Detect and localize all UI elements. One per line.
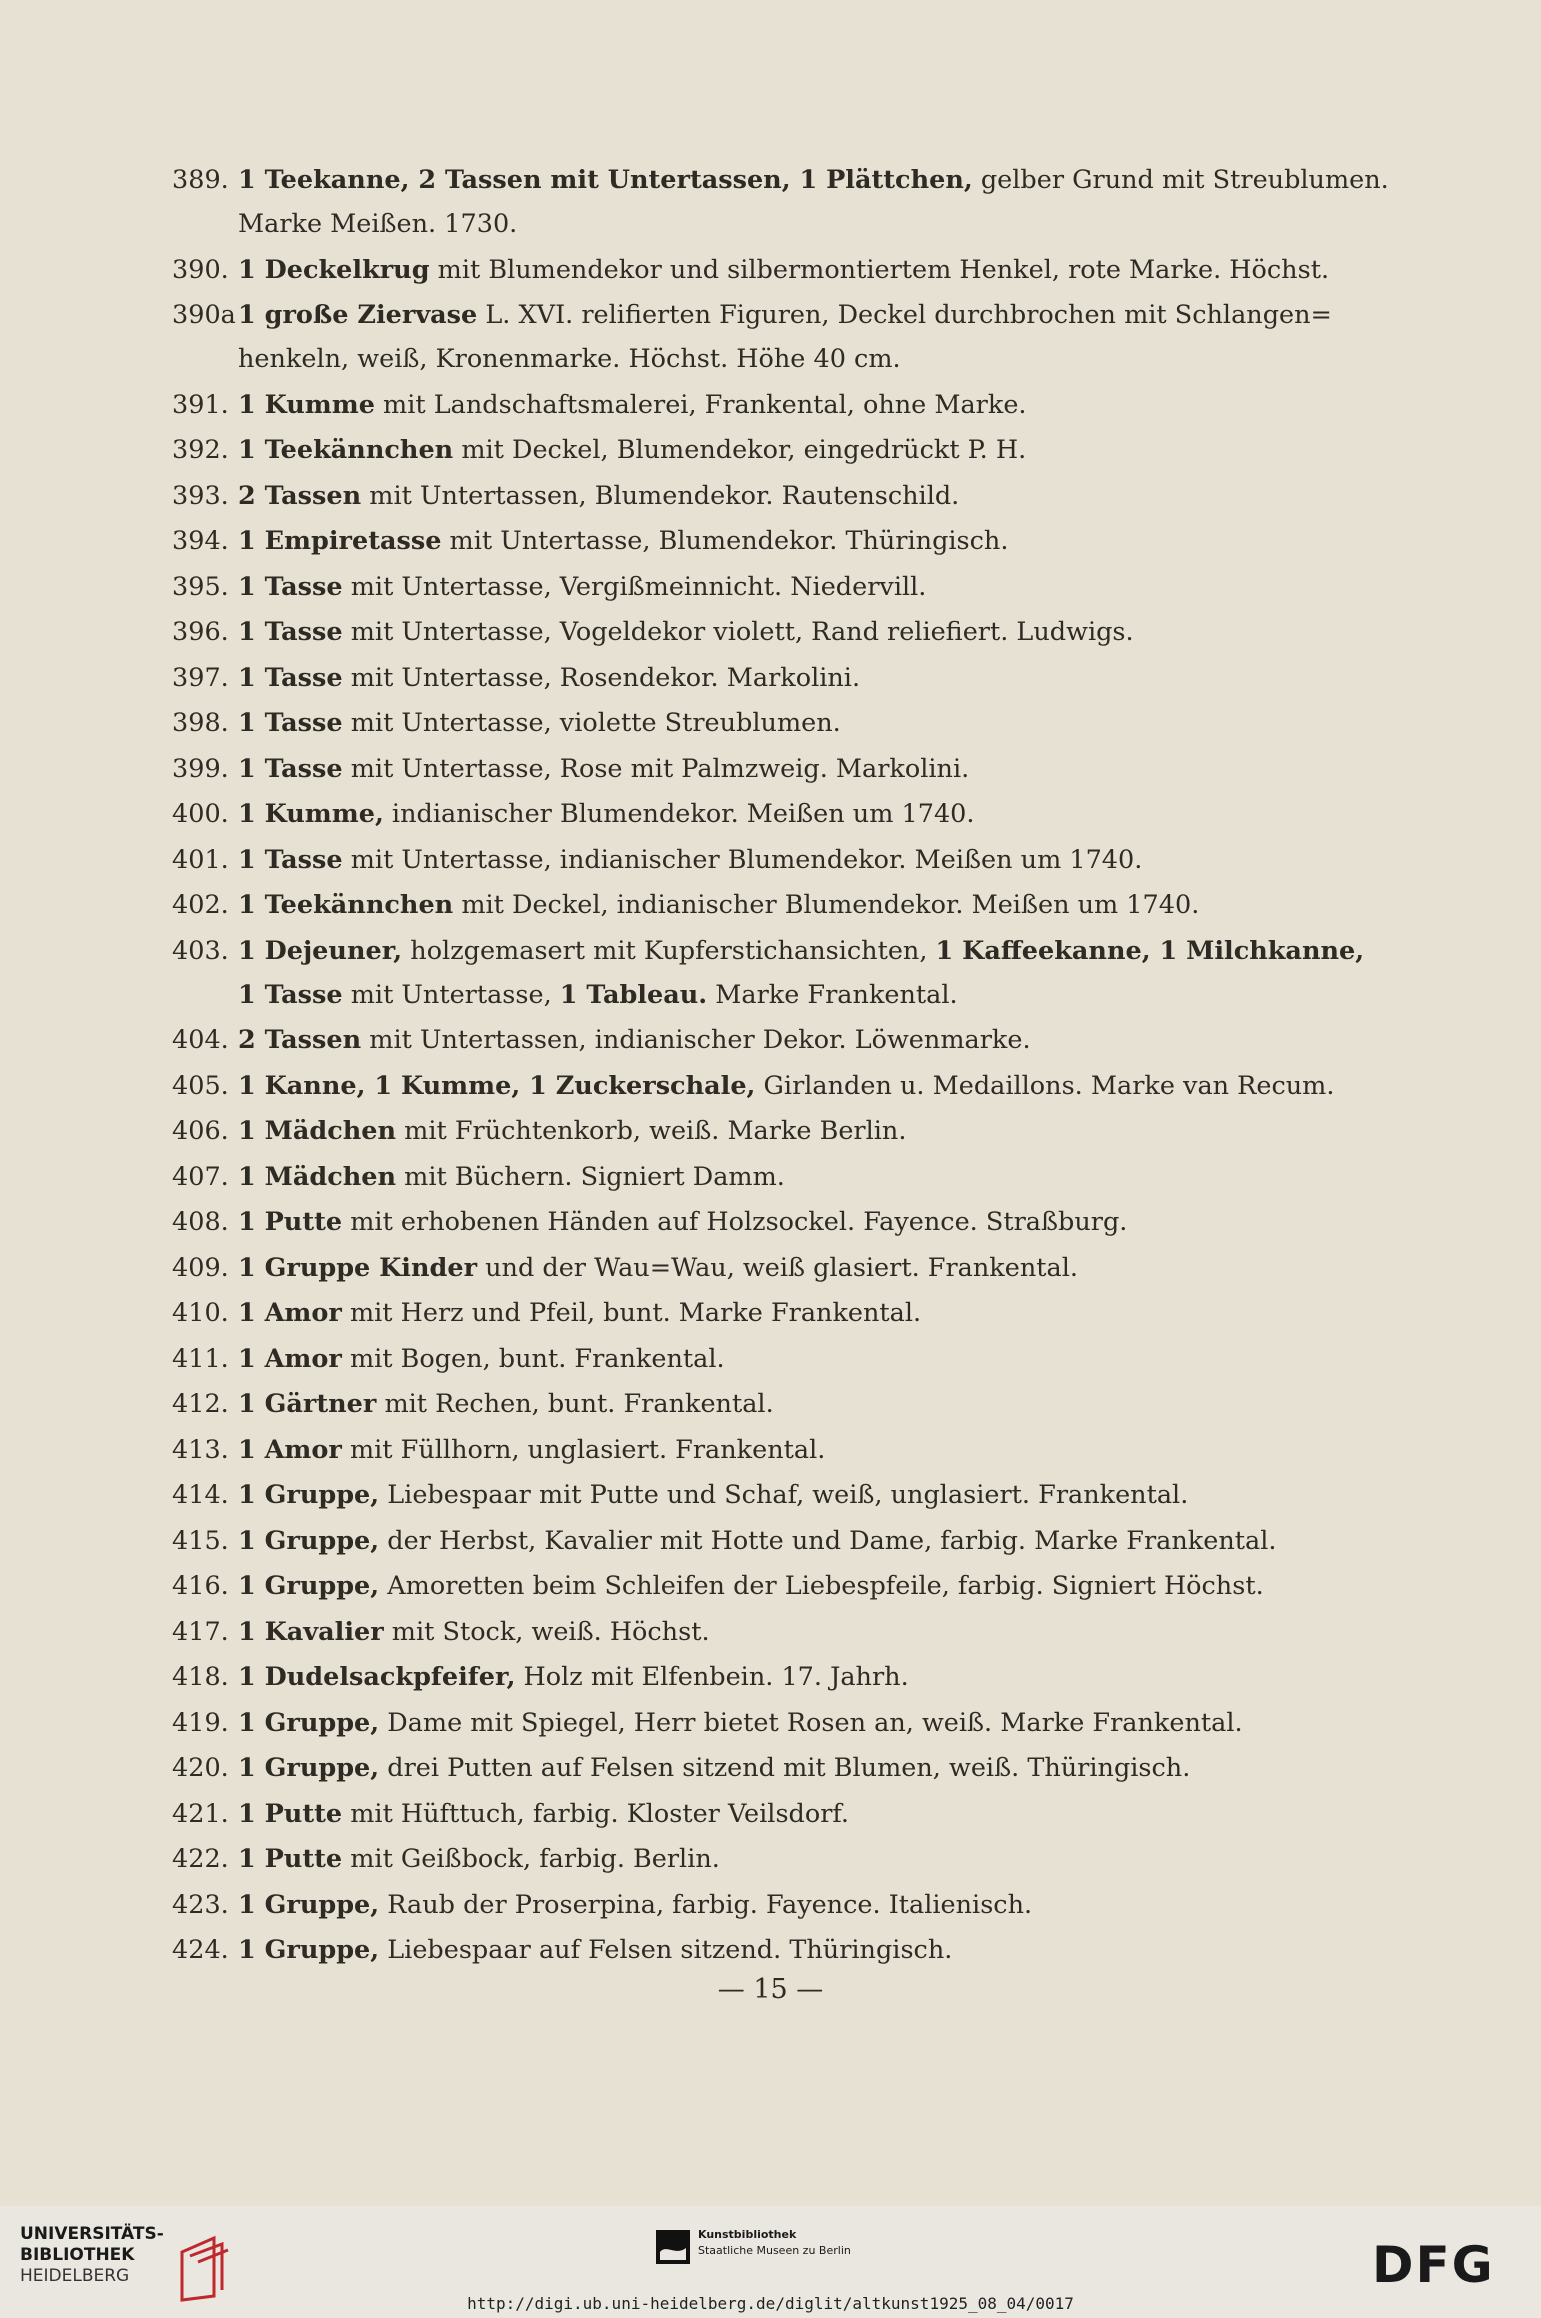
entry-item-details: Dame mit Spiegel, Herr bietet Rosen an, weiß. Marke Frankental. — [379, 1707, 1243, 1738]
entry-description — [238, 158, 1389, 246]
entry-line — [238, 1064, 1335, 1108]
entry-number: 424. — [172, 1935, 229, 1965]
entry-item-details: mit Füllhorn, unglasiert. Frankental. — [341, 1434, 826, 1465]
entry-item-name: 1 Kaffeekanne, 1 Milchkanne, — [935, 935, 1365, 966]
entry-line — [238, 610, 1278, 654]
entry-line — [238, 1018, 1278, 1062]
entry-number: 404. — [172, 1025, 229, 1055]
entry-description — [238, 383, 1278, 427]
entry-item-name: 1 Kumme, — [238, 799, 384, 829]
entry-item-name: 1 Putte — [238, 1798, 343, 1829]
catalog-entry — [0, 1382, 1541, 1426]
entry-item-details: mit Büchern. Signiert Damm. — [396, 1161, 785, 1192]
entry-item-name: 1 Amor — [238, 1298, 342, 1328]
entry-description — [238, 1246, 1278, 1290]
entry-item-name: 1 Teekännchen — [238, 890, 454, 920]
entry-number: 414. — [172, 1480, 229, 1510]
entry-description — [238, 1564, 1278, 1608]
entry-line — [238, 656, 1278, 700]
entry-item-name: 1 Tasse — [238, 844, 343, 875]
catalog-entry — [0, 838, 1541, 882]
entry-item-details: Holz mit Elfenbein. 17. Jahrh. — [515, 1662, 909, 1692]
entry-item-details: mit Untertasse, violette Streublumen. — [342, 708, 841, 738]
entry-item-name: 1 Tasse — [238, 571, 343, 602]
entry-number: 419. — [172, 1707, 229, 1738]
entry-item-name: 1 Teekännchen — [238, 435, 454, 465]
entry-item-name: 1 Gruppe, — [238, 1753, 380, 1783]
entry-item-name: 1 Tableau. — [559, 979, 708, 1010]
entry-number: 410. — [172, 1298, 229, 1328]
entry-item-name: 1 Gruppe, — [238, 1571, 380, 1601]
entry-number: 405. — [172, 1070, 229, 1101]
entry-item-details: holzgemasert mit Kupferstichansichten, — [402, 935, 936, 966]
entry-item-name: 1 Gruppe Kinder — [238, 1252, 478, 1283]
catalog-entry — [0, 1701, 1541, 1745]
entry-number: 416. — [172, 1571, 229, 1601]
entry-item-name: 1 Dudelsackpfeifer, — [238, 1662, 516, 1692]
catalog-entry — [0, 1473, 1541, 1517]
entry-number: 423. — [172, 1889, 229, 1920]
entry-number: 420. — [172, 1753, 229, 1783]
catalog-entry — [0, 1018, 1541, 1062]
entry-description — [238, 1428, 1278, 1472]
entry-description — [238, 1883, 1278, 1927]
entry-item-name: 1 Kavalier — [238, 1616, 384, 1647]
entry-item-details: mit Blumendekor und silbermontiertem Henkel, rote Marke. Höchst. — [429, 254, 1330, 285]
entry-description — [238, 929, 1365, 1017]
entry-item-name: 1 Deckelkrug — [238, 254, 430, 285]
entry-number: 395. — [172, 571, 229, 602]
entry-item-details: mit Hüfttuch, farbig. Kloster Veilsdorf. — [342, 1798, 850, 1829]
entry-number: 396. — [172, 617, 229, 647]
uni-logo-line-2: BIBLIOTHEK — [20, 2245, 135, 2265]
entry-line — [238, 792, 1278, 836]
entry-number: 406. — [172, 1116, 229, 1146]
entry-number: 418. — [172, 1662, 229, 1692]
entry-description — [238, 1291, 1278, 1335]
entry-item-details: mit Untertasse, indianischer Blumendekor. Meißen um 1740. — [342, 844, 1143, 875]
entry-line — [238, 883, 1278, 927]
catalog-entry — [0, 883, 1541, 927]
catalog-entry — [0, 428, 1541, 472]
entry-number: 393. — [172, 480, 229, 511]
entry-line — [238, 747, 1278, 791]
catalog-entry — [0, 158, 1541, 246]
catalog-entry — [0, 792, 1541, 836]
catalog-entry — [0, 1064, 1541, 1108]
catalog-entry — [0, 474, 1541, 518]
catalog-entry — [0, 1519, 1541, 1563]
heidelberg-university-library-logo[interactable] — [20, 2224, 220, 2304]
catalog-entry-list — [0, 158, 1541, 1974]
uni-logo-line-3: HEIDELBERG — [20, 2266, 130, 2286]
entry-item-details: mit Herz und Pfeil, bunt. Marke Frankental. — [341, 1298, 922, 1328]
entry-item-name: 1 Gruppe, — [238, 1480, 380, 1510]
entry-number: 403. — [172, 935, 229, 966]
entry-number: 397. — [172, 662, 229, 693]
kunstbibliothek-logo[interactable] — [656, 2222, 916, 2272]
catalog-entry — [0, 1928, 1541, 1972]
entry-number: 422. — [172, 1844, 229, 1874]
entry-number: 401. — [172, 844, 229, 875]
entry-description — [238, 1928, 1278, 1972]
entry-item-details: mit Rechen, bunt. Frankental. — [376, 1389, 774, 1419]
kunstbibliothek-mark-icon — [656, 2230, 690, 2264]
entry-item-name: 1 Kanne, 1 Kumme, 1 Zuckerschale, — [238, 1070, 756, 1101]
catalog-entry — [0, 1837, 1541, 1881]
entry-number: 390. — [172, 254, 229, 285]
entry-number: 413. — [172, 1434, 229, 1465]
entry-item-details: drei Putten auf Felsen sitzend mit Blumen, weiß. Thüringisch. — [379, 1753, 1191, 1783]
entry-item-name: 1 Gruppe, — [238, 1889, 380, 1920]
entry-item-name: 1 Amor — [238, 1434, 342, 1465]
entry-item-name: 1 Teekanne, 2 Tassen mit Untertassen, 1 Plättchen, — [238, 165, 973, 195]
entry-item-details: mit Landschaftsmalerei, Frankental, ohne Marke. — [374, 389, 1027, 420]
catalog-entry — [0, 1655, 1541, 1699]
entry-item-details: mit Deckel, indianischer Blumendekor. Meißen um 1740. — [453, 890, 1200, 920]
entry-number: 394. — [172, 526, 229, 556]
entry-line — [238, 838, 1278, 882]
entry-line — [238, 474, 1278, 518]
entry-line — [238, 383, 1278, 427]
entry-description — [238, 747, 1278, 791]
catalog-entry — [0, 1746, 1541, 1790]
entry-item-details: mit Stock, weiß. Höchst. — [383, 1616, 710, 1647]
entry-description — [238, 428, 1278, 472]
entry-line — [238, 1473, 1278, 1517]
entry-description — [238, 474, 1278, 518]
entry-description — [238, 656, 1278, 700]
entry-line — [238, 1792, 1278, 1836]
entry-description — [238, 565, 1278, 609]
entry-line — [238, 1155, 1278, 1199]
entry-item-details: Liebespaar mit Putte und Schaf, weiß, unglasiert. Frankental. — [379, 1480, 1189, 1510]
entry-line — [238, 565, 1278, 609]
entry-item-name: 1 Putte — [238, 1844, 343, 1874]
catalog-entry — [0, 1337, 1541, 1381]
entry-item-details: mit Untertasse, Vogeldekor violett, Rand reliefiert. Ludwigs. — [342, 617, 1134, 647]
entry-description — [238, 519, 1278, 563]
entry-line — [238, 701, 1278, 745]
entry-line — [238, 1928, 1278, 1972]
entry-number: 407. — [172, 1161, 229, 1192]
entry-number: 409. — [172, 1252, 229, 1283]
entry-line — [238, 293, 1332, 337]
entry-line — [238, 158, 1389, 202]
entry-line — [238, 202, 1278, 246]
entry-item-details: mit Geißbock, farbig. Berlin. — [342, 1844, 720, 1874]
catalog-entry — [0, 293, 1541, 381]
entry-item-details: mit Untertasse, Rose mit Palmzweig. Markolini. — [342, 753, 970, 784]
entry-line — [238, 1109, 1278, 1153]
catalog-entry — [0, 1246, 1541, 1290]
entry-description — [238, 1837, 1278, 1881]
catalog-entry — [0, 565, 1541, 609]
entry-line — [238, 973, 1278, 1017]
catalog-entry — [0, 1610, 1541, 1654]
entry-line — [238, 1883, 1278, 1927]
entry-description — [238, 1018, 1278, 1062]
entry-item-details: indianischer Blumendekor. Meißen um 1740. — [383, 799, 975, 829]
catalog-entry — [0, 1564, 1541, 1608]
catalog-entry — [0, 610, 1541, 654]
entry-item-name: 1 Amor — [238, 1343, 342, 1374]
entry-item-details: mit Untertasse, Blumendekor. Thüringisch. — [441, 526, 1009, 556]
entry-item-details: mit Untertassen, indianischer Dekor. Löwenmarke. — [361, 1025, 1031, 1055]
catalog-entry — [0, 248, 1541, 292]
entry-item-name: 1 Gruppe, — [238, 1707, 380, 1738]
entry-number: 391. — [172, 389, 229, 420]
entry-line — [238, 1428, 1278, 1472]
entry-item-details: mit Untertasse, Rosendekor. Markolini. — [342, 662, 861, 693]
entry-number: 400. — [172, 799, 229, 829]
catalog-entry — [0, 747, 1541, 791]
entry-number: 399. — [172, 753, 229, 784]
entry-number: 411. — [172, 1343, 229, 1374]
entry-item-details: Raub der Proserpina, farbig. Fayence. Italienisch. — [379, 1889, 1033, 1920]
entry-item-name: 1 Empiretasse — [238, 526, 442, 556]
catalog-entry — [0, 1792, 1541, 1836]
digitization-footer — [0, 2206, 1541, 2318]
entry-description — [238, 610, 1278, 654]
entry-number: 415. — [172, 1525, 229, 1556]
entry-item-details: mit Deckel, Blumendekor, eingedrückt P. H. — [453, 435, 1027, 465]
entry-item-name: 1 Tasse — [238, 979, 343, 1010]
uni-logo-line-1: UNIVERSITÄTS- — [20, 2224, 164, 2244]
entry-line — [238, 428, 1278, 472]
entry-item-name: 1 Tasse — [238, 708, 343, 738]
entry-item-name: 1 Gärtner — [238, 1389, 377, 1419]
entry-line — [238, 1291, 1278, 1335]
entry-line — [238, 1610, 1278, 1654]
entry-item-details: mit Untertassen, Blumendekor. Rautenschild. — [361, 480, 960, 511]
entry-line — [238, 1655, 1278, 1699]
page-number: — 15 — — [717, 1974, 824, 2005]
catalog-entry — [0, 1291, 1541, 1335]
kunstbibliothek-subtitle: Staatliche Museen zu Berlin — [698, 2244, 851, 2257]
entry-description — [238, 701, 1278, 745]
entry-number: 408. — [172, 1207, 229, 1237]
entry-item-details: henkeln, weiß, Kronenmarke. Höchst. Höhe 40 cm. — [238, 344, 901, 374]
catalog-entry — [0, 701, 1541, 745]
entry-number: 390a — [172, 300, 236, 330]
entry-item-name: 1 Kumme — [238, 389, 375, 420]
entry-line — [238, 519, 1278, 563]
entry-description — [238, 1064, 1335, 1108]
entry-description — [238, 1155, 1278, 1199]
entry-item-name: 1 Tasse — [238, 617, 343, 647]
entry-line — [238, 1246, 1278, 1290]
entry-description — [238, 883, 1278, 927]
entry-item-details: Marke Frankental. — [707, 979, 958, 1010]
entry-item-name: 1 Dejeuner, — [238, 935, 403, 966]
permalink-url[interactable]: http://digi.ub.uni-heidelberg.de/diglit/altkunst1925_08_04/0017 — [467, 2294, 1074, 2313]
entry-description — [238, 1337, 1278, 1381]
entry-item-name: 1 Mädchen — [238, 1161, 397, 1192]
entry-line — [238, 1519, 1278, 1563]
entry-item-details: L. XVI. relifierten Figuren, Deckel durchbrochen mit Schlangen= — [477, 300, 1332, 330]
entry-description — [238, 293, 1332, 381]
entry-description — [238, 1610, 1278, 1654]
entry-item-name: 1 Gruppe, — [238, 1935, 380, 1965]
entry-item-name: 1 Tasse — [238, 662, 343, 693]
entry-line — [238, 1564, 1278, 1608]
entry-item-details: gelber Grund mit Streublumen. — [972, 165, 1389, 195]
entry-line — [238, 1200, 1278, 1244]
entry-item-details: Girlanden u. Medaillons. Marke van Recum. — [755, 1070, 1335, 1101]
entry-item-details: der Herbst, Kavalier mit Hotte und Dame, farbig. Marke Frankental. — [379, 1525, 1277, 1556]
catalog-entry — [0, 1428, 1541, 1472]
entry-line — [238, 1746, 1278, 1790]
entry-item-details: Marke Meißen. 1730. — [238, 209, 518, 239]
entry-number: 417. — [172, 1616, 229, 1647]
entry-item-name: 1 Gruppe, — [238, 1525, 380, 1556]
dfg-logo[interactable]: DFG — [1372, 2236, 1495, 2294]
entry-item-name: 1 große Ziervase — [238, 300, 478, 330]
entry-description — [238, 1473, 1278, 1517]
entry-item-name: 1 Mädchen — [238, 1116, 397, 1146]
entry-item-name: 2 Tassen — [238, 1025, 362, 1055]
entry-item-details: Amoretten beim Schleifen der Liebespfeile, farbig. Signiert Höchst. — [379, 1571, 1264, 1601]
entry-item-name: 1 Putte — [238, 1207, 343, 1237]
catalog-entry — [0, 1200, 1541, 1244]
entry-description — [238, 838, 1278, 882]
kunstbibliothek-name: Kunstbibliothek — [698, 2228, 797, 2241]
catalog-entry — [0, 383, 1541, 427]
catalog-entry — [0, 1883, 1541, 1927]
entry-description — [238, 1746, 1278, 1790]
entry-item-details: mit Untertasse, Vergißmeinnicht. Niedervill. — [342, 571, 927, 602]
catalog-entry — [0, 929, 1541, 1017]
entry-line — [238, 929, 1365, 973]
entry-item-details: Liebespaar auf Felsen sitzend. Thüringisch. — [379, 1935, 953, 1965]
entry-number: 402. — [172, 890, 229, 920]
entry-item-details: mit erhobenen Händen auf Holzsockel. Fayence. Straßburg. — [342, 1207, 1128, 1237]
entry-item-name: 2 Tassen — [238, 480, 362, 511]
entry-description — [238, 248, 1330, 292]
entry-description — [238, 1200, 1278, 1244]
entry-item-details: mit Bogen, bunt. Frankental. — [341, 1343, 725, 1374]
entry-description — [238, 1109, 1278, 1153]
entry-number: 412. — [172, 1389, 229, 1419]
entry-description — [238, 1382, 1278, 1426]
entry-description — [238, 1519, 1278, 1563]
catalog-entry — [0, 519, 1541, 563]
catalog-entry — [0, 1109, 1541, 1153]
entry-description — [238, 1701, 1278, 1745]
entry-item-details: mit Untertasse, — [342, 979, 560, 1010]
catalog-entry — [0, 1155, 1541, 1199]
entry-line — [238, 248, 1330, 292]
entry-number: 421. — [172, 1798, 229, 1829]
entry-description — [238, 792, 1278, 836]
entry-line — [238, 1382, 1278, 1426]
entry-item-details: und der Wau=Wau, weiß glasiert. Frankental. — [477, 1252, 1078, 1283]
entry-line — [238, 337, 1278, 381]
entry-item-details: mit Früchtenkorb, weiß. Marke Berlin. — [396, 1116, 907, 1146]
entry-description — [238, 1792, 1278, 1836]
entry-description — [238, 1655, 1278, 1699]
catalog-entry — [0, 656, 1541, 700]
entry-number: 389. — [172, 165, 229, 195]
entry-number: 392. — [172, 435, 229, 465]
entry-line — [238, 1701, 1278, 1745]
entry-line — [238, 1837, 1278, 1881]
entry-item-name: 1 Tasse — [238, 753, 343, 784]
entry-number: 398. — [172, 708, 229, 738]
entry-line — [238, 1337, 1278, 1381]
